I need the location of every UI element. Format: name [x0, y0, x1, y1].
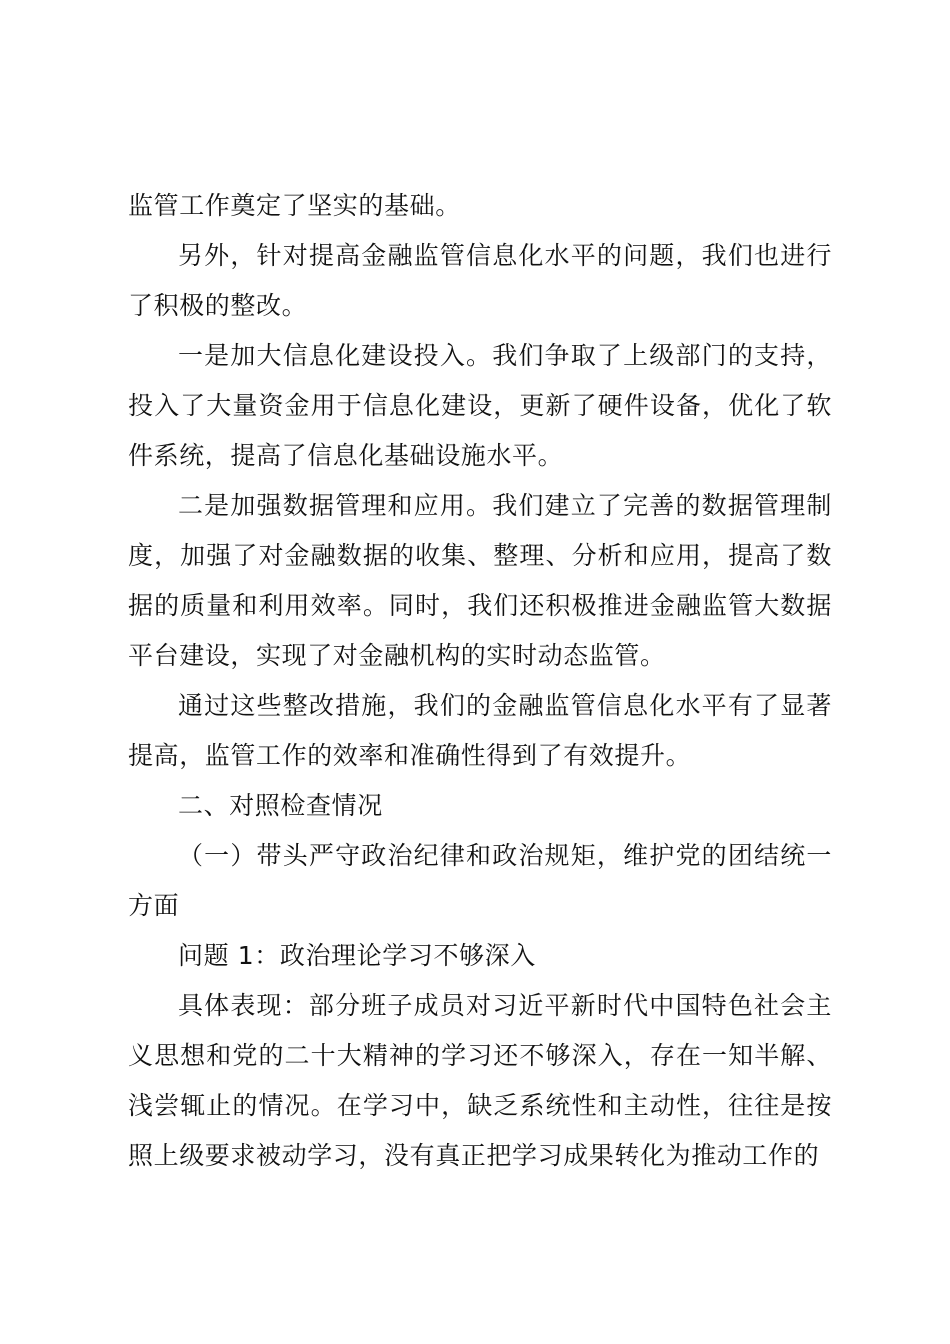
paragraph-specific-performance: 具体表现：部分班子成员对习近平新时代中国特色社会主义思想和党的二十大精神的学习还不够深入，存在一知半解、浅尝辄止的情况。在学习中，缺乏系统性和主动性，往往是按照上级要求被动学习，没有真正把学习成果转化为推动工作的 — [128, 991, 832, 1170]
subsection-heading-discipline: （一）带头严守政治纪律和政治规矩，维护党的团结统一方面 — [128, 841, 832, 920]
paragraph-measure-one: 一是加大信息化建设投入。我们争取了上级部门的支持，投入了大量资金用于信息化建设，更新了硬件设备，优化了软件系统，提高了信息化基础设施水平。 — [128, 341, 832, 470]
section-heading-check: 二、对照检查情况 — [178, 791, 383, 820]
paragraph-informatization-intro: 另外，针对提高金融监管信息化水平的问题，我们也进行了积极的整改。 — [128, 241, 832, 320]
problem-heading-1: 问题 1：政治理论学习不够深入 — [178, 941, 536, 970]
paragraph-measure-two: 二是加强数据管理和应用。我们建立了完善的数据管理制度，加强了对金融数据的收集、整理、分析和应用，提高了数据的质量和利用效率。同时，我们还积极推进金融监管大数据平台建设，实现了对金融机构的实时动态监管。 — [128, 491, 832, 670]
paragraph-continuation: 监管工作奠定了坚实的基础。 — [128, 191, 461, 220]
paragraph-summary: 通过这些整改措施，我们的金融监管信息化水平有了显著提高，监管工作的效率和准确性得到了有效提升。 — [128, 691, 832, 770]
document-body — [128, 181, 832, 1181]
